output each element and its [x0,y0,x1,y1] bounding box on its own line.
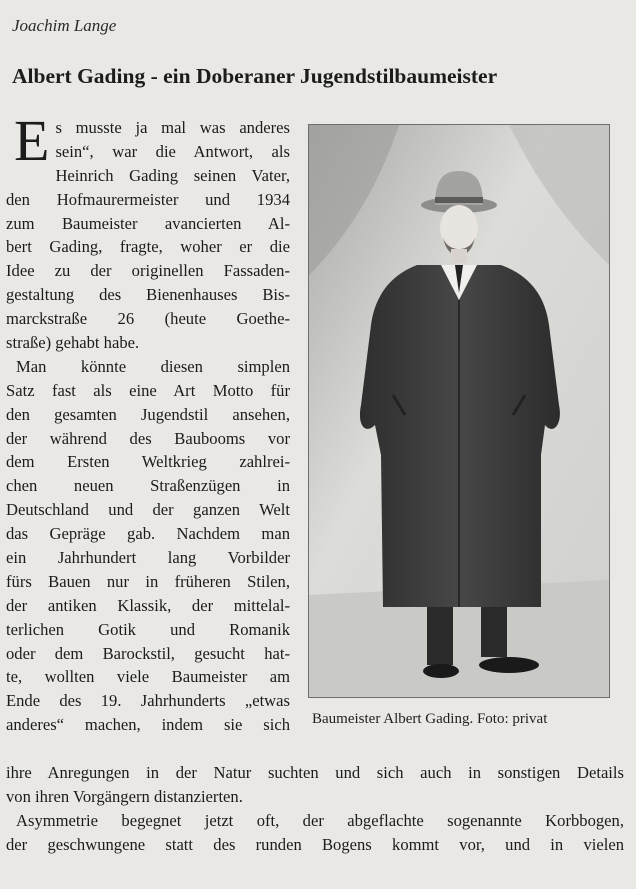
full-width-text [6,761,624,857]
text-line: bert Gading, fragte, woher er die [6,237,290,257]
drop-cap: E [14,108,50,173]
text-line: Asymmetrie begegnet jetzt oft, der abgeflachte sogenannte Korbbogen, [16,811,624,830]
text-line: Idee zu der originellen Fassaden- [6,261,290,281]
text-line: Satz fast als eine Art Motto für [6,380,290,400]
text-line: fürs Bauen nur in früheren Stilen, [6,571,290,591]
portrait-photo [308,124,610,698]
article-title: Albert Gading - ein Doberaner Jugendstilbaumeister [12,64,498,88]
text-line: Man könnte diesen simplen [16,356,290,376]
text-line: terlichen Gotik und Romanik [6,619,290,639]
text-line: anderes“ machen, indem sie sich [6,715,290,735]
text-line: gestaltung des Bienenhauses Bis- [6,285,290,305]
text-line: te, wollten viele Baumeister am [6,667,290,687]
text-line: der antiken Klassik, der mittelal- [6,595,290,615]
author-name: Joachim Lange [12,16,117,35]
text-line: ihre Anregungen in der Natur suchten und sich auch in sonstigen Details [6,763,624,782]
text-line: den gesamten Jugendstil ansehen, [6,404,290,424]
text-line: von ihren Vorgängern distanzierten. [6,787,243,806]
text-line: chen neuen Straßenzügen in [6,476,290,496]
photo-caption: Baumeister Albert Gading. Foto: privat [312,711,548,727]
text-line: der während des Baubooms vor [6,428,290,448]
text-line: dem Ersten Weltkrieg zahlrei- [6,452,290,472]
text-column [6,108,290,737]
text-line: der geschwungene statt des runden Bogens kommt vor, und in vielen [6,835,624,854]
text-line: s musste ja mal was anderes [55,118,290,137]
text-line: sein“, war die Antwort, als [55,141,290,161]
text-line: marckstraße 26 (heute Goethe- [6,309,290,329]
text-line: straße) gehabt habe. [6,333,140,353]
text-line: Ende des 19. Jahrhunderts „etwas [6,691,290,711]
text-line: das Gepräge gab. Nachdem man [6,524,290,544]
text-line: Heinrich Gading seinen Vater, [55,165,290,185]
man-in-coat-illustration [309,125,609,697]
text-line: oder dem Barockstil, gesucht hat- [6,643,290,663]
text-line: den Hofmaurermeister und 1934 [6,189,290,209]
text-line: zum Baumeister avancierten Al- [6,213,290,233]
text-line: Deutschland und der ganzen Welt [6,500,290,520]
text-line: ein Jahrhundert lang Vorbilder [6,548,290,568]
